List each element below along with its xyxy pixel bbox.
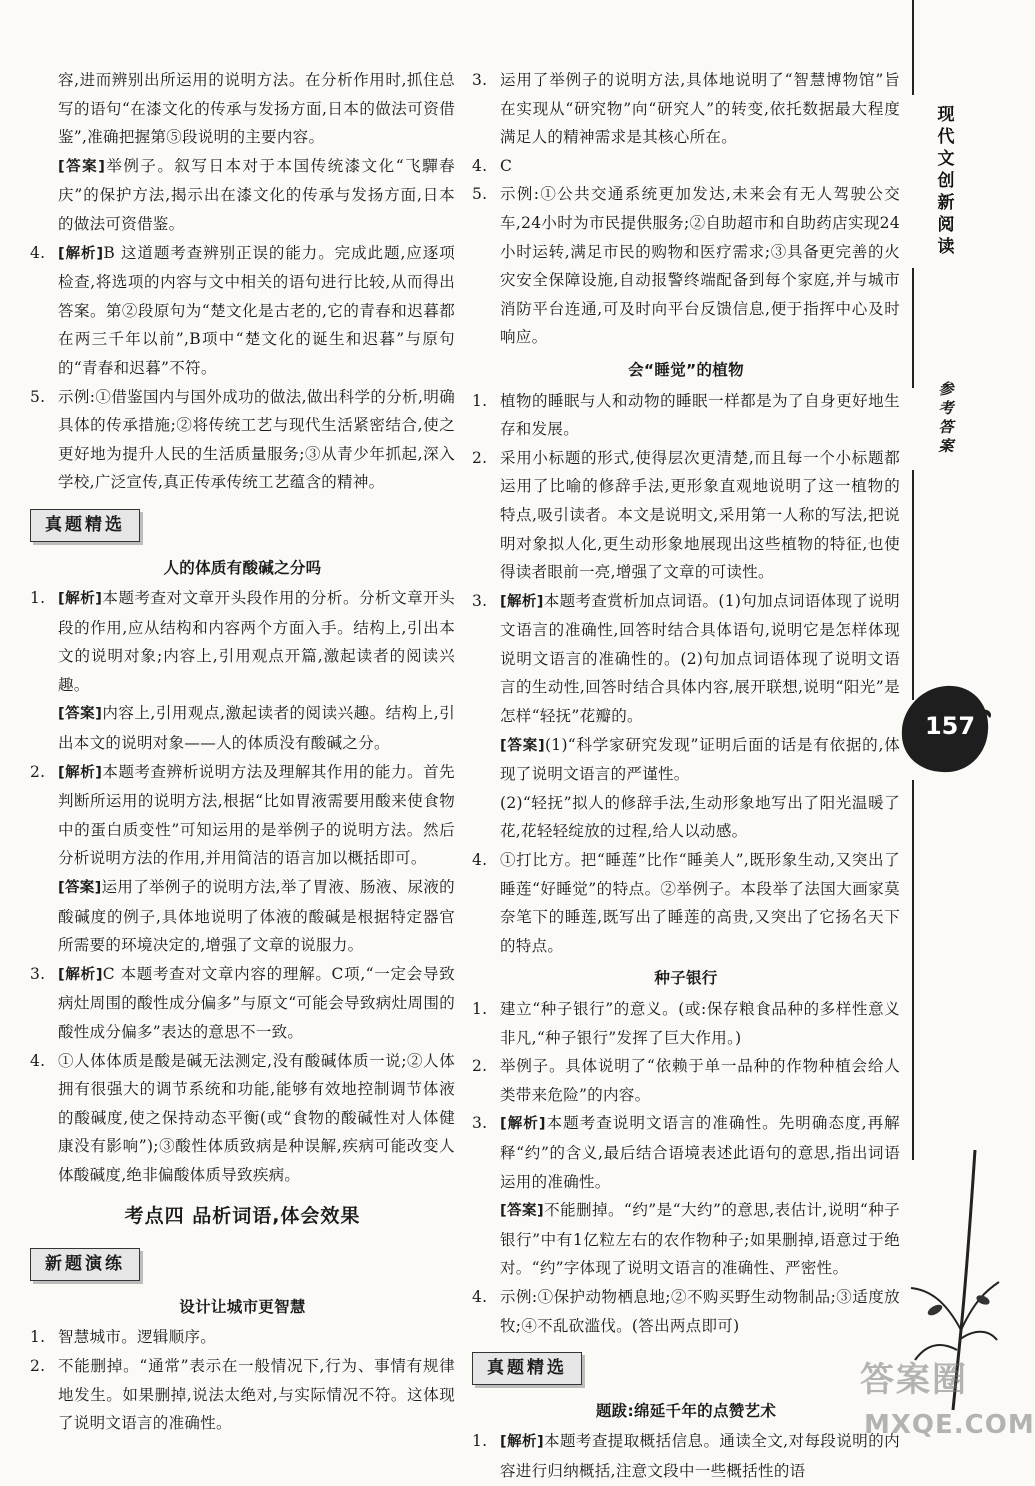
divider bbox=[912, 268, 914, 388]
question-number: 4. bbox=[30, 243, 46, 262]
analysis-tag: [解析] bbox=[500, 1434, 544, 1451]
answers-label: 参考答案 bbox=[938, 380, 954, 455]
answer-text: 采用小标题的形式,使得层次更清楚,而且每一个小标题都运用了比喻的修辞手法,更形象直观地说明了这一植物的特点,吸引读者。本文是说明文,采用第一人称的写法,把说明对象拟人化,更生动形象地展现出这些植物的特征,也使得读者眼前一亮,增强了文章的可读性。 bbox=[500, 448, 900, 582]
watermark-logo-text: 答案圈 bbox=[860, 1360, 968, 1400]
article2-question-2 bbox=[30, 1352, 455, 1438]
article-title: 种子银行 bbox=[654, 969, 718, 988]
article-title: 设计让城市更智慧 bbox=[179, 1297, 306, 1316]
question-number: 4. bbox=[472, 851, 488, 870]
question-number: 3. bbox=[472, 1114, 488, 1133]
article4-question-2 bbox=[472, 1052, 900, 1109]
article2-question-5 bbox=[472, 180, 900, 352]
section-banner-real-exam: 真题精选 bbox=[472, 1352, 582, 1385]
divider bbox=[912, 470, 914, 700]
question-number: 5. bbox=[472, 185, 488, 204]
analysis-text: 本题考查辨析说明方法及理解其作用的能力。首先判断所运用的说明方法,根据“比如胃液需要用酸来使食物中的蛋白质变性”可知运用的是举例子的说明方法。然后分析说明方法的作用,并用简洁的语言加以概括即可。 bbox=[58, 762, 455, 868]
analysis-tag: [解析] bbox=[500, 1116, 546, 1133]
question-number: 2. bbox=[472, 448, 488, 467]
question-number: 2. bbox=[30, 1356, 46, 1375]
divider bbox=[912, 0, 914, 95]
analysis-tag: [解析] bbox=[58, 966, 103, 983]
question-number: 3. bbox=[472, 591, 488, 610]
section-banner-real-exam: 真题精选 bbox=[30, 509, 140, 542]
answer-text: 运用了举例子的说明方法,具体地说明了“智慧博物馆”旨在实现从“研究物”向“研究人”的转变,依托数据最大程度满足人的精神需求是其核心所在。 bbox=[500, 71, 900, 147]
answer-text: 智慧城市。逻辑顺序。 bbox=[58, 1328, 217, 1347]
article4-question-4 bbox=[472, 1283, 900, 1340]
question-number: 4. bbox=[30, 1051, 46, 1070]
analysis-tag: [解析] bbox=[500, 593, 544, 610]
answer-text: 示例:①借鉴国内与国外成功的做法,做出科学的分析,明确具体的传承措施;②将传统工艺与现代生活紧密结合,使之更好地为提升人民的生活质量服务;③从青少年抓起,深入学校,广泛宣传,真正传承传统工艺蕴含的精神。 bbox=[58, 387, 455, 492]
analysis-text: 本题考查提取概括信息。通读全文,对每段说明的内容进行归纳概括,注意文段中一些概括性的语 bbox=[500, 1432, 900, 1480]
analysis-tag: [解析] bbox=[58, 591, 103, 608]
question-number: 1. bbox=[472, 1432, 488, 1451]
article5-question-1 bbox=[472, 1427, 900, 1485]
article2-question-1 bbox=[30, 1323, 455, 1352]
answer-text: 举例子。叙写日本对于本国传统漆文化“飞驒春庆”的保护方法,揭示出在漆文化的传承与发扬方面,日本的做法可资借鉴。 bbox=[58, 156, 455, 233]
article4-question-1 bbox=[472, 995, 900, 1052]
answer-tag: [答案] bbox=[58, 880, 102, 897]
question-number: 4. bbox=[472, 156, 488, 175]
analysis-text: 本题考查对文章开头段作用的分析。分析文章开头段的作用,应从结构和内容两个方面入手。结构上,引出本文的说明对象;内容上,引用观点开篇,激起读者的阅读兴趣。 bbox=[58, 589, 455, 694]
article3-answer-3b: (2)“轻抚”拟人的修辞手法,生动形象地写出了阳光温暖了花,花轻轻绽放的过程,给人以动感。 bbox=[500, 793, 900, 841]
intro-answer bbox=[30, 152, 455, 239]
answer-text: 示例:①保护动物栖息地;②不购买野生动物制品;③适度放牧;④不乱砍滥伐。(答出两点即可) bbox=[500, 1287, 900, 1335]
left-column bbox=[30, 66, 455, 1438]
answer-text: ①人体体质是酸是碱无法测定,没有酸碱体质一说;②人体拥有很强大的调节系统和功能,能够有效地控制调节体液的酸碱度,使之保持动态平衡(或“食物的酸碱性对人体健康没有影响”);③酸性体质致病是种误解,疾病可能改变人体酸碱度,绝非偏酸体质导致疾病。 bbox=[58, 1051, 455, 1184]
question-number: 2. bbox=[472, 1057, 488, 1076]
intro-paragraph: 容,进而辨别出所运用的说明方法。在分析作用时,抓住总写的语句“在漆文化的传承与发扬方面,日本的做法可资借鉴”,准确把握第⑤段说明的主要内容。 bbox=[58, 71, 455, 147]
watermark-url: MXQE.COM bbox=[864, 1410, 1035, 1440]
analysis-text: B 这道题考查辨别正误的能力。完成此题,应逐项检查,将选项的内容与文中相关的语句进行比较,从而得出答案。第②段原句为“楚文化是古老的,它的青春和迟暮都在两三千年以前”,B项中“楚文化的诞生和迟暮”与原句的“青春和迟暮”不符。 bbox=[58, 243, 455, 377]
divider bbox=[912, 780, 914, 1160]
article-title: 人的体质有酸碱之分吗 bbox=[163, 558, 322, 577]
article-title: 会“睡觉”的植物 bbox=[628, 360, 744, 379]
book-title: 现代文创新阅读 bbox=[937, 105, 955, 257]
answer-tag: [答案] bbox=[500, 737, 545, 754]
answer-tag: [答案] bbox=[58, 158, 106, 175]
section-banner-new-practice: 新题演练 bbox=[30, 1248, 140, 1281]
article4-question-3 bbox=[472, 1109, 900, 1196]
question-number: 1. bbox=[30, 1328, 46, 1347]
answer-text: 不能删掉。“约”是“大约”的意思,表估计,说明“种子银行”中有1亿粒左右的农作物种子;如果删掉,语意过于绝对。“约”字体现了说明文语言的准确性、严密性。 bbox=[500, 1201, 900, 1278]
article4-answer-3 bbox=[472, 1196, 900, 1283]
question-number: 2. bbox=[30, 762, 46, 781]
answer-tag: [答案] bbox=[58, 706, 103, 723]
answer-text: ①打比方。把“睡莲”比作“睡美人”,既形象生动,又突出了睡莲“好睡觉”的特点。②举例子。本段举了法国大画家莫奈笔下的睡莲,既写出了睡莲的高贵,又突出了它扬名天下的特点。 bbox=[500, 851, 900, 955]
answer-text: 不能删掉。“通常”表示在一般情况下,行为、事情有规律地发生。如果删掉,说法太绝对,与实际情况不符。这体现了说明文语言的准确性。 bbox=[58, 1356, 455, 1433]
question-4 bbox=[30, 239, 455, 383]
article2-question-3 bbox=[472, 66, 900, 152]
article-title: 题跋:绵延千年的点赞艺术 bbox=[595, 1401, 777, 1420]
article3-question-1 bbox=[472, 387, 900, 444]
answer-text: 植物的睡眠与人和动物的睡眠一样都是为了自身更好地生存和发展。 bbox=[500, 391, 900, 439]
question-number: 4. bbox=[472, 1287, 488, 1306]
question-number: 3. bbox=[30, 964, 46, 983]
question-number: 5. bbox=[30, 387, 46, 406]
article3-question-3 bbox=[472, 587, 900, 731]
answer-text: 举例子。具体说明了“依赖于单一品种的作物种植会给人类带来危险”的内容。 bbox=[500, 1057, 900, 1104]
analysis-tag: [解析] bbox=[58, 764, 103, 781]
right-column bbox=[472, 66, 900, 1486]
answer-text: 建立“种子银行”的意义。(或:保存粮食品种的多样性意义非凡,“种子银行”发挥了巨大作用。) bbox=[500, 1000, 900, 1047]
question-5 bbox=[30, 383, 455, 497]
article3-answer-3a bbox=[472, 731, 900, 789]
question-number: 1. bbox=[30, 589, 46, 608]
analysis-text: 本题考查说明文语言的准确性。先明确态度,再解释“约”的含义,最后结合语境表述此语句的意思,指出词语运用的准确性。 bbox=[500, 1114, 900, 1191]
analysis-tag: [解析] bbox=[58, 245, 104, 262]
site-watermark bbox=[856, 1352, 1035, 1448]
article3-question-4 bbox=[472, 846, 900, 960]
article1-answer-1 bbox=[30, 699, 455, 757]
answer-text: C bbox=[500, 156, 513, 175]
answer-text: 示例:①公共交通系统更加发达,未来会有无人驾驶公交车,24小时为市民提供服务;②自助超市和自助药店实现24小时运转,满足市民的购物和医疗需求;③具备更完善的火灾安全保障设施,自动报警终端配备到每个家庭,并与城市消防平台连通,可及时向平台反馈信息,便于指挥中心及时响应。 bbox=[500, 185, 900, 347]
answer-text: 内容上,引用观点,激起读者的阅读兴趣。结构上,引出本文的说明对象——人的体质没有酸碱之分。 bbox=[58, 704, 455, 753]
article1-answer-2 bbox=[30, 873, 455, 960]
article1-question-2 bbox=[30, 758, 455, 873]
analysis-text: C 本题考查对文章内容的理解。C项,“一定会导致病灶周围的酸性成分偏多”与原文“可能会导致病灶周围的酸性成分偏多”表达的意思不一致。 bbox=[58, 964, 455, 1041]
article3-question-2 bbox=[472, 444, 900, 587]
question-number: 1. bbox=[472, 1000, 488, 1018]
article2-question-4 bbox=[472, 152, 900, 181]
article1-question-3 bbox=[30, 960, 455, 1047]
article1-question-4 bbox=[30, 1047, 455, 1190]
question-number: 3. bbox=[472, 71, 488, 89]
question-number: 1. bbox=[472, 391, 488, 410]
test-point-heading: 考点四 品析词语,体会效果 bbox=[124, 1204, 361, 1227]
analysis-text: 本题考查赏析加点词语。(1)句加点词语体现了说明文语言的准确性,回答时结合具体语句,说明它是怎样体现说明文语言的准确性的。(2)句加点词语体现了说明文语言的生动性,回答时结合具体内容,展开联想,说明“阳光”是怎样“轻抚”花瓣的。 bbox=[500, 591, 900, 726]
article1-question-1 bbox=[30, 584, 455, 699]
page-number: 157 bbox=[924, 712, 976, 740]
answer-tag: [答案] bbox=[500, 1203, 544, 1220]
answer-text: (1)“科学家研究发现”证明后面的话是有依据的,体现了说明文语言的严谨性。 bbox=[500, 735, 900, 784]
answer-text: 运用了举例子的说明方法,举了胃液、肠液、尿液的酸碱度的例子,具体地说明了体液的酸碱是根据特定器官所需要的环境决定的,增强了文章的说服力。 bbox=[58, 878, 455, 955]
